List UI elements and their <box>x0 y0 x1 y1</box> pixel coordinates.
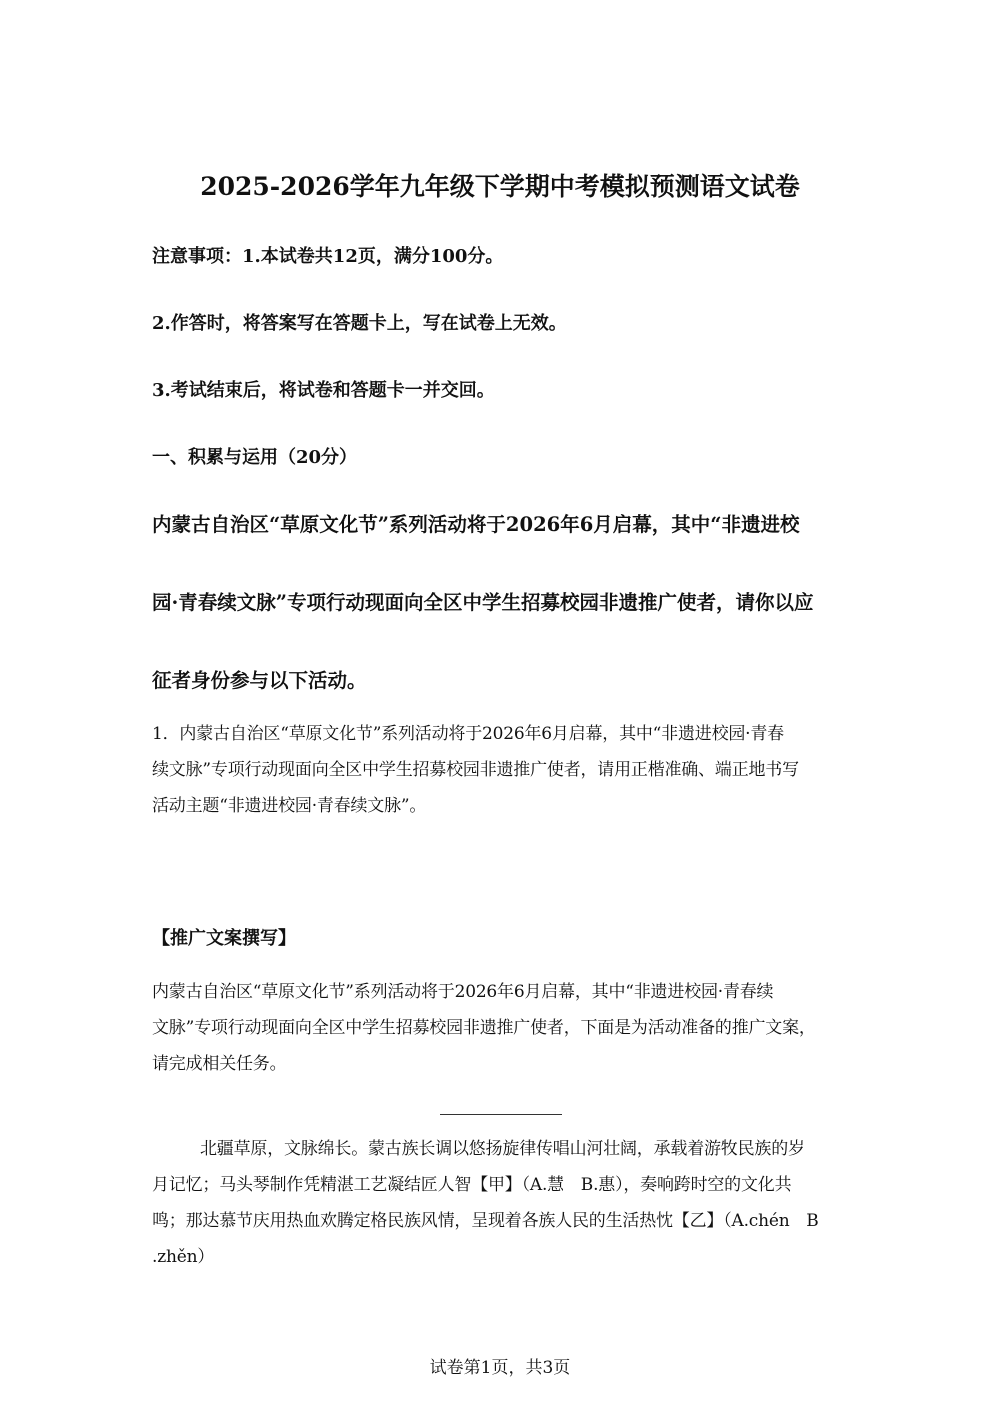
subsection-line-1: 内蒙古自治区“草原文化节”系列活动将于2026年6月启幕，其中“非遗进校园·青春续 <box>152 982 774 1002</box>
passage-line-2: 月记忆；马头琴制作凭精湛工艺凝结匠人智【甲】（A.慧 B.惠），奏响跨时空的文化共 <box>152 1175 792 1195</box>
subsection-intro <box>152 974 852 1082</box>
subsection-heading: 【推广文案撰写】 <box>152 928 296 949</box>
page-footer: 试卷第1页，共3页 <box>429 1358 571 1378</box>
question-1 <box>152 716 852 824</box>
notice-line-2: 2.作答时，将答案写在答题卡上，写在试卷上无效。 <box>152 313 567 334</box>
passage-line-4: .zhěn） <box>152 1247 215 1267</box>
passage <box>152 1131 852 1275</box>
intro-line-3: 征者身份参与以下活动。 <box>152 669 367 692</box>
section-heading: 一、积累与运用（20分） <box>152 447 358 468</box>
question-1-line-2: 续文脉”专项行动现面向全区中学生招募校园非遗推广使者，请用正楷准确、端正地书写 <box>152 760 799 780</box>
passage-line-3: 鸣；那达慕节庆用热血欢腾定格民族风情，呈现着各族人民的生活热忱【乙】（A.chén B <box>152 1211 819 1231</box>
question-1-line-1: 1．内蒙古自治区“草原文化节”系列活动将于2026年6月启幕，其中“非遗进校园·青春 <box>152 724 784 744</box>
question-1-line-3: 活动主题“非遗进校园·青春续文脉”。 <box>152 796 427 816</box>
notice-line-3: 3.考试结束后，将试卷和答题卡一并交回。 <box>152 380 495 401</box>
passage-divider <box>440 1114 562 1115</box>
intro-line-1: 内蒙古自治区“草原文化节”系列活动将于2026年6月启幕，其中“非遗进校 <box>152 513 800 536</box>
intro-line-2: 园·青春续文脉”专项行动现面向全区中学生招募校园非遗推广使者，请你以应 <box>152 591 814 614</box>
subsection-line-3: 请完成相关任务。 <box>152 1054 287 1074</box>
subsection-line-2: 文脉”专项行动现面向全区中学生招募校园非遗推广使者，下面是为活动准备的推广文案， <box>152 1018 816 1038</box>
exam-title: 2025-2026学年九年级下学期中考模拟预测语文试卷 <box>200 172 800 201</box>
passage-line-1: 北疆草原，文脉绵长。蒙古族长调以悠扬旋律传唱山河壮阔，承载着游牧民族的岁 <box>200 1139 805 1159</box>
notice-line-1: 注意事项：1.本试卷共12页，满分100分。 <box>152 246 504 267</box>
